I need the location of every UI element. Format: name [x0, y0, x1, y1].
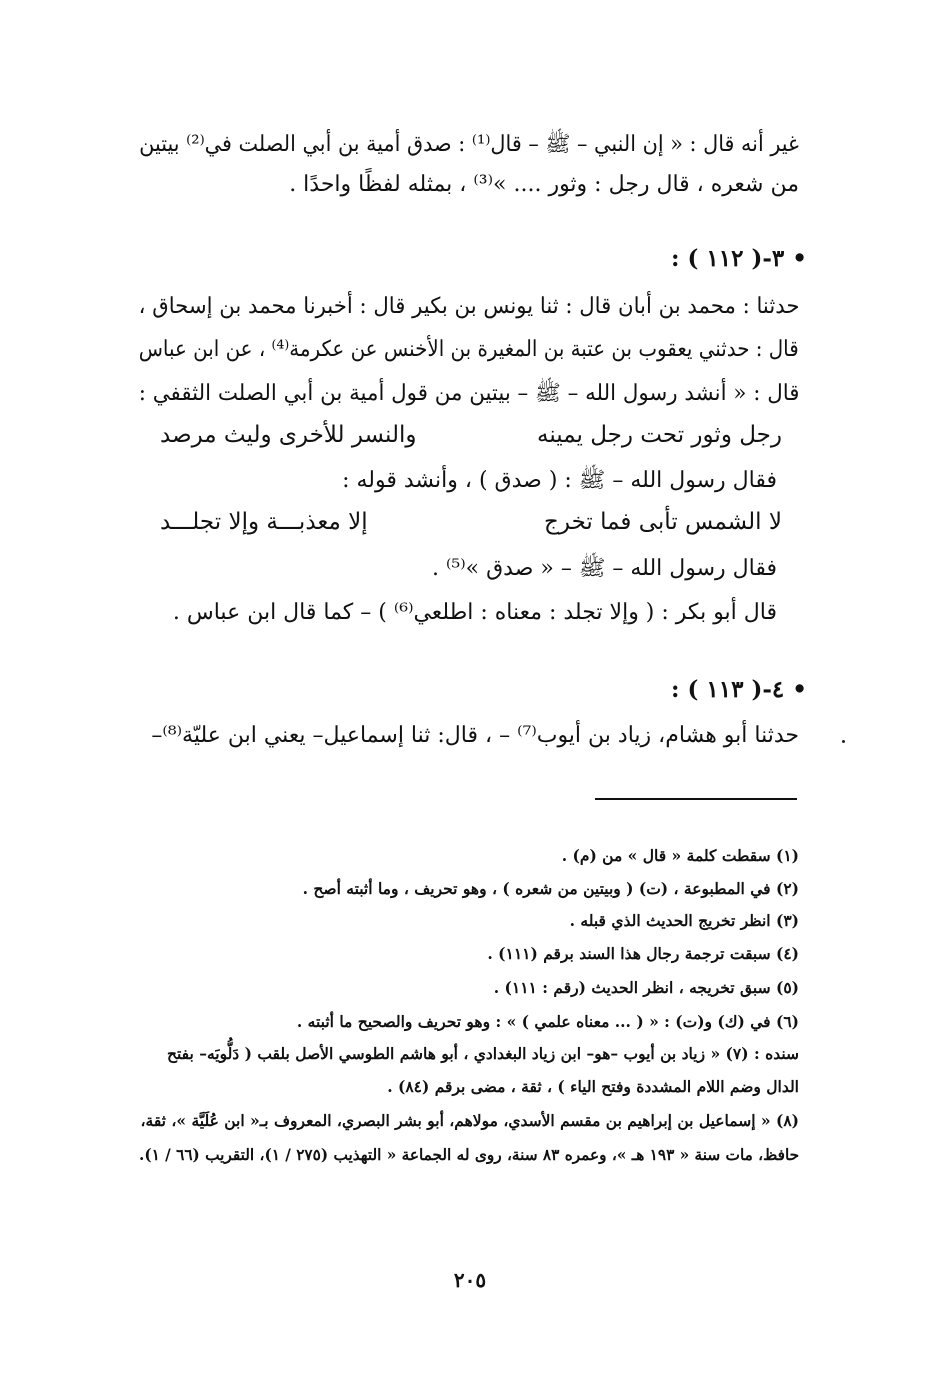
footnote-3: (٣) انظر تخريج الحديث الذي قبله .	[569, 911, 799, 930]
footnote-separator	[595, 798, 797, 800]
after-verse-1: فقال رسول الله – ﷺ : ( صدق ) ، وأنشد قوله :	[342, 468, 777, 493]
after-verse-2: فقال رسول الله – ﷺ – « صدق »⁽⁵⁾ .	[432, 556, 777, 581]
verse-2-first-hemistich: لا الشمس تأبى فما تخرج	[544, 509, 782, 535]
hadith-113-line-1: حدثنا أبو هشام، زياد بن أيوب⁽⁷⁾ – ، قال: ثنا إسماعيل– يعني ابن عليّة⁽⁸⁾–	[151, 723, 799, 748]
margin-dot	[842, 740, 845, 743]
hadith-112-line-2: قال : حدثني يعقوب بن عتبة بن المغيرة بن الأخنس عن عكرمة⁽⁴⁾ ، عن ابن عباس	[138, 337, 799, 362]
footnote-8-line-2: حافظ، مات سنة « ١٩٣ هـ »، وعمره ٨٣ سنة، روى له الجماعة « التهذيب (٢٧٥ / ١)، التقريب (٦٦ / ١).	[138, 1145, 799, 1164]
verse-1-second-hemistich: والنسر للأخرى وليث مرصد	[160, 422, 417, 448]
hadith-heading-113: • ٤-( ١١٣ ) :	[671, 676, 807, 703]
page-number: ٢٠٥	[453, 1268, 487, 1292]
verse-2-second-hemistich: إلا معذبـــة وإلا تجلـــد	[160, 509, 368, 535]
footnote-1: (١) سقطت كلمة « قال » من (م) .	[561, 846, 799, 865]
body-line-1: غير أنه قال : « إن النبي – ﷺ – قال⁽¹⁾ : صدق أمية بن أبي الصلت في⁽²⁾ بيتين	[139, 132, 799, 157]
hadith-112-line-1: حدثنا : محمد بن أبان قال : ثنا يونس بن بكير قال : أخبرنا محمد بن إسحاق ،	[138, 294, 799, 319]
hadith-heading-112: • ٣-( ١١٢ ) :	[671, 245, 807, 272]
footnote-5: (٥) سبق تخريجه ، انظر الحديث (رقم : ١١١) .	[493, 978, 799, 997]
hadith-112-line-3: قال : « أنشد رسول الله – ﷺ – بيتين من قول أمية بن أبي الصلت الثقفي :	[138, 381, 799, 406]
body-line-2: من شعره ، قال رجل : وثور .... »⁽³⁾ ، بمثله لفظًا واحدًا .	[289, 172, 799, 197]
footnote-7-line-2: الدال وضم اللام المشددة وفتح الياء ) ، ثقة ، مضى برقم (٨٤) .	[387, 1077, 799, 1096]
abu-bakr-comment: قال أبو بكر : ( وإلا تجلد : معناه : اطلعي⁽⁶⁾ ) – كما قال ابن عباس .	[172, 600, 777, 625]
footnote-8-line-1: (٨) « إسماعيل بن إبراهيم بن مقسم الأسدي، مولاهم، أبو بشر البصري، المعروف بـ« ابن عُلَيَّة »، ثقة،	[140, 1111, 799, 1130]
footnote-7-line-1: سنده : (٧) « زياد بن أيوب –هو– ابن زياد البغدادي ، أبو هاشم الطوسي الأصل بلقب ( دَلُّويَه– بفتح	[166, 1044, 799, 1063]
footnote-6: (٦) في (ك) و(ت) : « ( ... معناه علمي ) » : وهو تحريف والصحيح ما أثبته .	[296, 1012, 799, 1031]
footnote-4: (٤) سبقت ترجمة رجال هذا السند برقم (١١١) .	[487, 944, 799, 963]
footnote-2: (٢) في المطبوعة ، (ت) ( وبيتين من شعره ) ، وهو تحريف ، وما أثبته أصح .	[302, 879, 799, 898]
verse-1-first-hemistich: رجل وثور تحت رجل يمينه	[537, 422, 782, 448]
